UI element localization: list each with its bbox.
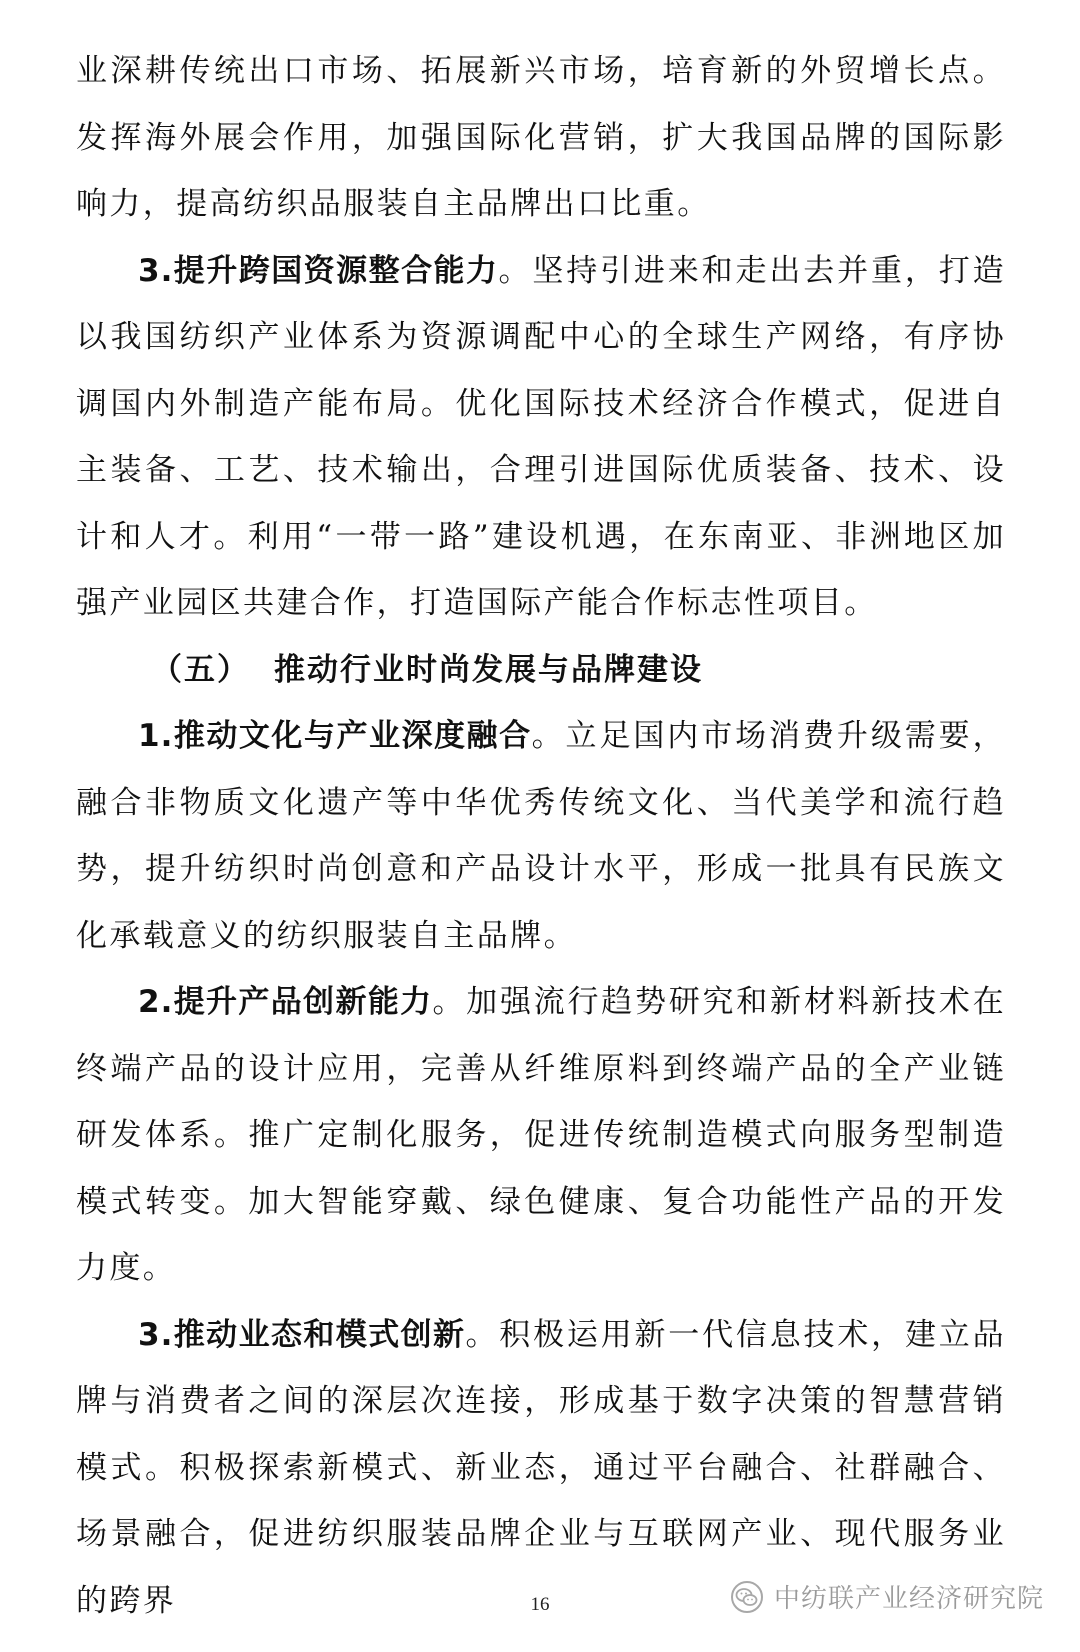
wechat-icon xyxy=(730,1580,764,1614)
paragraph-text: 业深耕传统出口市场、拓展新兴市场，培育新的外贸增长点。发挥海外展会作用，加强国际化营销，扩大我国品牌的国际影响力，提高纺织品服装自主品牌出口比重。 xyxy=(76,53,1006,222)
paragraph-text: 。积极运用新一代信息技术，建立品牌与消费者之间的深层次连接，形成基于数字决策的智慧营销模式。积极探索新模式、新业态，通过平台融合、社群融合、场景融合，促进纺织服装品牌企业与互联网产业、现代服务业的跨界 xyxy=(76,1316,1006,1619)
paragraph-transnational-resources xyxy=(76,238,1006,637)
paragraph-lead: 3.提升跨国资源整合能力 xyxy=(138,252,499,289)
paragraph-product-innovation xyxy=(76,969,1006,1302)
paragraph-lead: 1.推动文化与产业深度融合 xyxy=(138,718,532,754)
paragraph-lead: 3.推动业态和模式创新 xyxy=(138,1316,466,1353)
paragraph-lead: 2.提升产品创新能力 xyxy=(138,984,433,1020)
section-number: （五） xyxy=(151,651,250,688)
watermark-text: 中纺联产业经济研究院 xyxy=(773,1584,1044,1614)
section-heading xyxy=(76,637,1006,704)
paragraph-culture-integration xyxy=(76,703,1006,969)
section-title: 推动行业时尚发展与品牌建设 xyxy=(274,651,703,688)
paragraph-text: 。坚持引进来和走出去并重，打造以我国纺织产业体系为资源调配中心的全球生产网络，有序协调国内外制造产能布局。优化国际技术经济合作模式，促进自主装备、工艺、技术输出，合理引进国际优质装备、技术、设计和人才。利用“一带一路”建设机遇，在东南亚、非洲地区加强产业园区共建合作，打造国际产能合作标志性项目。 xyxy=(76,252,1006,621)
document-page xyxy=(76,38,1006,1634)
paragraph-text: 。立足国内市场消费升级需要，融合非物质文化遗产等中华优秀传统文化、当代美学和流行趋势，提升纺织时尚创意和产品设计水平，形成一批具有民族文化承载意义的纺织服装自主品牌。 xyxy=(76,718,1006,954)
watermark xyxy=(730,1578,1044,1615)
paragraph-continued xyxy=(76,38,1006,238)
page-number: 16 xyxy=(530,1594,550,1615)
paragraph-text: 。加强流行趋势研究和新材料新技术在终端产品的设计应用，完善从纤维原料到终端产品的全产业链研发体系。推广定制化服务，促进传统制造模式向服务型制造模式转变。加大智能穿戴、绿色健康、复合功能性产品的开发力度。 xyxy=(76,984,1006,1286)
